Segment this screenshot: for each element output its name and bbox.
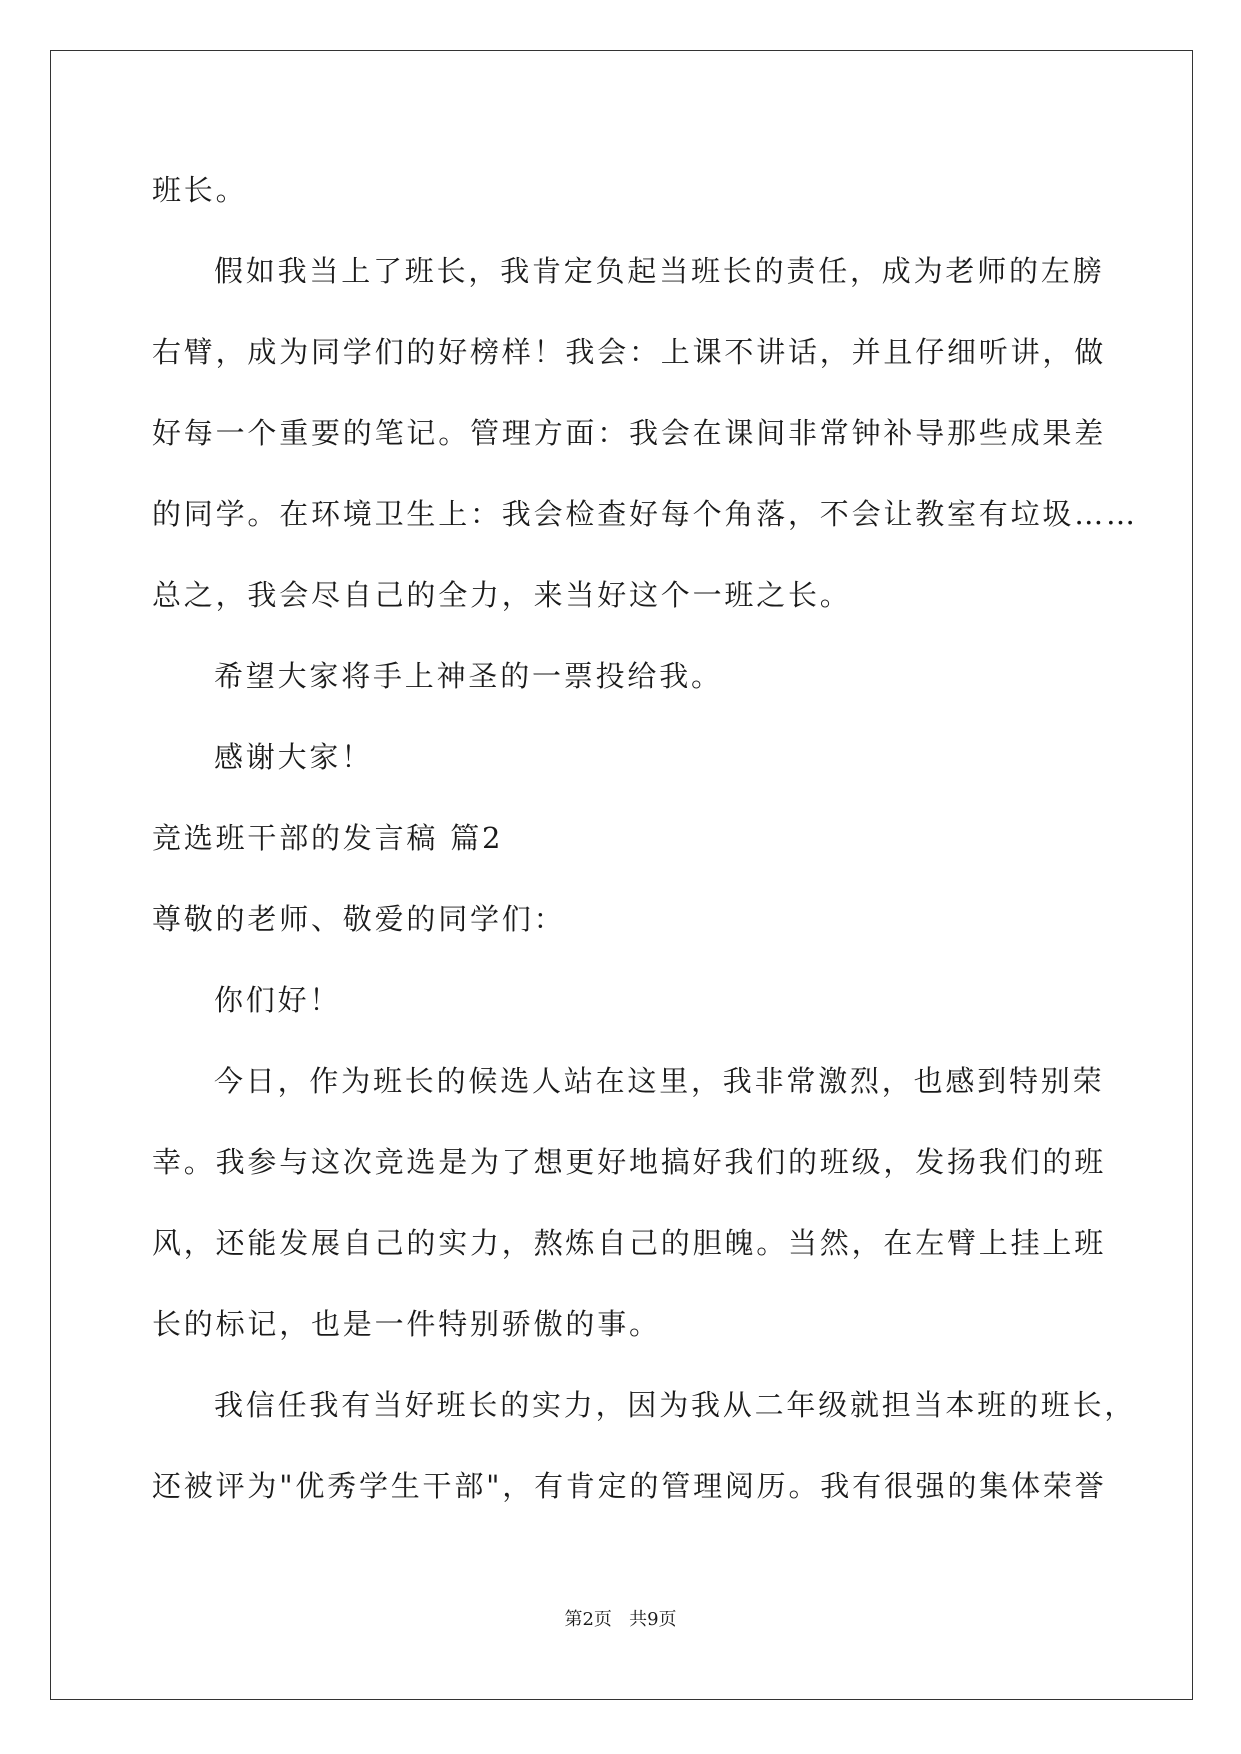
text-line: 还被评为"优秀学生干部"，有肯定的管理阅历。我有很强的集体荣誉 [152, 1469, 1107, 1503]
text-line: 希望大家将手上神圣的一票投给我。 [214, 659, 723, 693]
text-line: 感谢大家！ [214, 740, 374, 774]
text-line: 右臂，成为同学们的好榜样！我会：上课不讲话，并且仔细听讲，做 [152, 335, 1107, 369]
text-line: 总之，我会尽自己的全力，来当好这个一班之长。 [152, 578, 852, 612]
text-line: 假如我当上了班长，我肯定负起当班长的责任，成为老师的左膀 [214, 254, 1105, 288]
section-heading: 竞选班干部的发言稿 篇2 [152, 821, 504, 855]
text-line: 长的标记，也是一件特别骄傲的事。 [152, 1307, 661, 1341]
text-line: 好每一个重要的笔记。管理方面：我会在课间非常钟补导那些成果差 [152, 416, 1107, 450]
text-line: 风，还能发展自己的实力，熬炼自己的胆魄。当然，在左臂上挂上班 [152, 1226, 1107, 1260]
text-line: 幸。我参与这次竞选是为了想更好地搞好我们的班级，发扬我们的班 [152, 1145, 1107, 1179]
text-line: 我信任我有当好班长的实力，因为我从二年级就担当本班的班长， [214, 1388, 1137, 1422]
greeting: 你们好！ [214, 983, 342, 1017]
document-body [152, 150, 1138, 1527]
text-line: 的同学。在环境卫生上：我会检查好每个角落，不会让教室有垃圾…… [152, 497, 1138, 531]
text-line: 今日，作为班长的候选人站在这里，我非常激烈，也感到特别荣 [214, 1064, 1105, 1098]
salutation: 尊敬的老师、敬爱的同学们： [152, 902, 566, 936]
text-line: 班长。 [152, 173, 248, 207]
page-number: 第2页 共9页 [564, 1609, 677, 1630]
